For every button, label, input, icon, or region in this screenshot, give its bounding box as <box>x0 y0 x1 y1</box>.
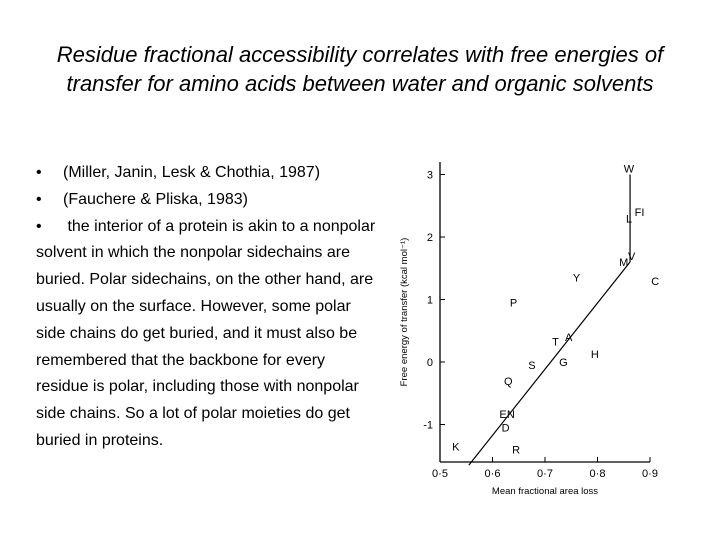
residue-point-p: P <box>509 297 518 310</box>
residue-point-r: R <box>512 444 521 457</box>
bullet-item <box>36 187 381 214</box>
residue-point-q: Q <box>503 375 513 388</box>
y-tick-label: 1 <box>426 294 433 307</box>
residue-point-d: D <box>501 422 510 435</box>
bullet-text: the interior of a protein is akin to a nonpolar solvent in which the nonpolar sidechains are buried. Polar sidechains, on the other hand, are usually on the surface. However, some polar side chains do get buried, and it must also be remembered that the backbone for every residue is polar, including those with nonpolar side chains. So a lot of polar moieties do get buried in proteins. <box>36 217 376 449</box>
y-tick-label: -1 <box>423 419 433 432</box>
residue-point-y: Y <box>572 272 581 285</box>
x-tick-label: 0·7 <box>537 468 553 480</box>
x-tick-label: 0·8 <box>589 468 606 480</box>
y-tick-label: 2 <box>426 232 433 244</box>
residue-point-t: T <box>552 336 559 349</box>
residue-point-h: H <box>590 348 599 361</box>
residue-point-n: N <box>506 408 515 421</box>
bullet-item <box>36 160 381 187</box>
y-axis-label: Free energy of transfer (kcal mol⁻¹) <box>399 237 410 387</box>
bullet-text: (Miller, Janin, Lesk & Chothia, 1987) <box>63 164 321 181</box>
residue-point-s: S <box>528 360 536 373</box>
bullet-item <box>36 214 381 455</box>
accessibility-figure <box>395 150 665 500</box>
residue-point-a: A <box>564 332 573 344</box>
residue-point-c: C <box>651 275 660 288</box>
x-tick-label: 0·9 <box>642 468 658 480</box>
residue-point-v: V <box>627 250 636 263</box>
trend-lines <box>469 175 633 466</box>
scatter-chart <box>395 150 665 500</box>
residue-point-k: K <box>452 441 460 454</box>
residue-labels <box>452 163 659 456</box>
bullet-marker: • <box>36 190 42 208</box>
y-tick-label: 3 <box>426 169 433 182</box>
x-tick-label: 0·6 <box>484 468 501 480</box>
axis-ticks <box>423 170 658 481</box>
residue-point-m: M <box>619 257 629 269</box>
slide-title: Residue fractional accessibility correlates with free energies of transfer for amino acids between water and organic solvents <box>56 42 664 96</box>
residue-point-g: G <box>559 357 568 369</box>
x-axis-label: Mean fractional area loss <box>491 486 599 497</box>
bullet-marker: • <box>36 164 42 181</box>
bullet-text: (Fauchere & Pliska, 1983) <box>63 190 248 208</box>
fit-line <box>469 262 630 465</box>
residue-point-l: L <box>625 213 633 226</box>
plot-axes <box>440 162 650 462</box>
slide-body <box>36 160 381 455</box>
x-tick-label: 0·5 <box>432 468 448 480</box>
residue-point-fi: FI <box>634 207 645 219</box>
y-tick-label: 0 <box>426 357 433 369</box>
residue-point-e: E <box>499 408 507 421</box>
bullet-marker: • <box>36 217 42 235</box>
residue-point-w: W <box>623 163 635 176</box>
